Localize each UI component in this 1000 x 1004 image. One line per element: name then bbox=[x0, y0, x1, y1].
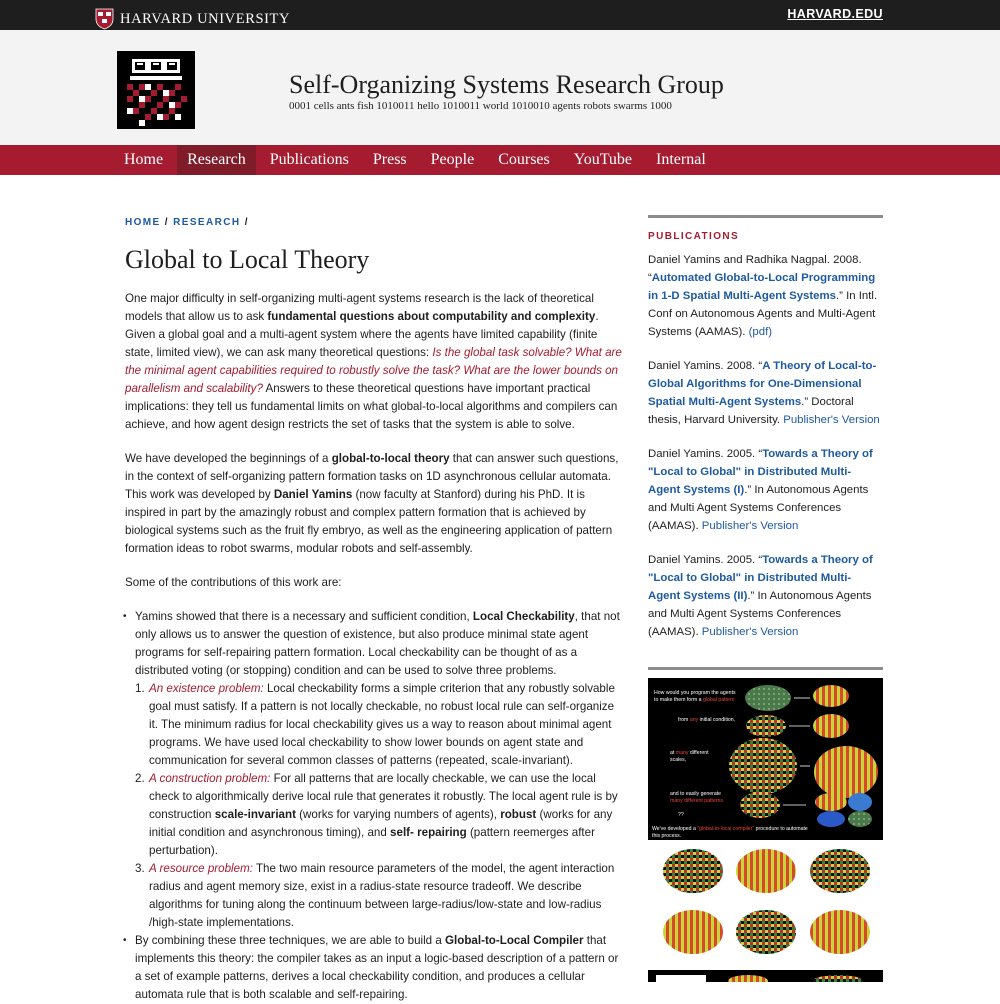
svg-text:many different patterns.: many different patterns. bbox=[670, 798, 725, 804]
university-bar bbox=[0, 0, 1000, 30]
contributions-intro: Some of the contributions of this work are: bbox=[125, 576, 342, 589]
initial-blob bbox=[740, 792, 780, 818]
nav-publications[interactable]: Publications bbox=[269, 151, 349, 168]
breadcrumb-home-link[interactable]: HOME bbox=[125, 217, 161, 228]
sub-list bbox=[135, 680, 623, 932]
publication-title-link[interactable]: A Theory of Local-to-Global Algorithms for One-Dimensional Spatial Multi-Agent Systems bbox=[648, 360, 877, 408]
publication-title-link[interactable]: Towards a Theory of "Local to Global" in Distributed Multi-Agent Systems (I) bbox=[648, 448, 873, 496]
svg-text:scales,: scales, bbox=[670, 757, 687, 763]
additional-figure bbox=[648, 970, 883, 982]
publication-item: Daniel Yamins. 2008. “A Theory of Local-to-Global Algorithms for One-Dimensional Spatial Multi-Agent Systems.” Doctoral thesis, Harvard University. Publisher's Version bbox=[648, 360, 880, 426]
svg-text:to make them form a global pat: to make them form a global pattern bbox=[654, 697, 735, 703]
publisher-version-link[interactable]: Publisher's Version bbox=[701, 520, 799, 532]
nav-internal[interactable]: Internal bbox=[656, 151, 706, 168]
nav-courses[interactable]: Courses bbox=[498, 151, 550, 168]
publication-title-link[interactable]: Towards a Theory of "Local to Global" in Distributed Multi-Agent Systems (II) bbox=[648, 554, 873, 602]
main-nav bbox=[0, 145, 1000, 175]
pattern-blob bbox=[815, 793, 847, 811]
publisher-version-link[interactable]: Publisher's Version bbox=[783, 414, 880, 426]
compiler-figure bbox=[648, 678, 883, 840]
harvard-shield-icon bbox=[95, 8, 114, 30]
svg-text:We've developed a “global-to-l: We've developed a “global-to-local compiler” procedure to automate bbox=[652, 826, 808, 832]
site-tagline: 0001 cells ants fish 1010011 hello 1010011 world 1010010 agents robots swarms 1000 bbox=[289, 100, 672, 112]
harvard-logo-link[interactable] bbox=[95, 8, 290, 30]
pattern-blob bbox=[814, 746, 878, 798]
initial-blob bbox=[745, 685, 791, 711]
harvard-edu-link[interactable]: HARVARD.EDU bbox=[787, 7, 883, 21]
site-header bbox=[0, 30, 1000, 145]
pattern-blob bbox=[848, 811, 872, 827]
pattern-blob bbox=[813, 685, 849, 707]
theory-paragraph: We have developed the beginnings of a global-to-local theory that can answer such questions, in the context of self-organizing pattern formation tasks on 1D asynchronous cellular automata. This work was developed by Daniel Yamins (now faculty at Stanford) during his PhD. It is inspired in part by the amazingly robust and complex pattern formation that is achieved by biological systems such as the fruit fly embryo, as well as the engineering application of pattern formation ideas to robot swarms, modular robots and self-assembly. bbox=[125, 452, 619, 555]
research-questions: Is the global task solvable? What are the minimal agent capabilities required to robustly solve the task? What are the lower bounds on parallelism and scalability? bbox=[125, 346, 622, 395]
initial-blob bbox=[729, 738, 797, 794]
breadcrumb-separator: / bbox=[164, 217, 169, 228]
list-item: • By combining these three techniques, we are able to build a Global-to-Local Compiler that implements this theory: the compiler takes as an input a logic-based description of a pattern or a set of example patterns, derives a local checkability condition, and produces a cellular automata rule that is both scalable and self-repairing. bbox=[125, 932, 623, 1004]
contributions-list bbox=[125, 608, 623, 1004]
pattern-blob bbox=[813, 714, 849, 738]
publication-item: Daniel Yamins. 2005. “Towards a Theory of "Local to Global" in Distributed Multi-Agent Systems (II).” In Autonomous Agents and Multi Agent Systems Conferences (AAMAS). Publisher's Version bbox=[648, 554, 873, 638]
sidebar-divider bbox=[648, 667, 883, 670]
breadcrumb-separator: / bbox=[244, 217, 249, 228]
lab-logo-icon[interactable] bbox=[117, 51, 195, 129]
svg-text:??: ?? bbox=[678, 812, 684, 818]
nav-home[interactable]: Home bbox=[124, 151, 164, 168]
nav-youtube[interactable]: YouTube bbox=[573, 151, 633, 168]
svg-text:and to easily generate: and to easily generate bbox=[670, 791, 722, 797]
list-item: 1. An existence problem: Local checkability forms a simple criterion that any robustly solvable goal must satisfy. If a pattern is not locally checkable, no robust local rule can self-organize it. The minimum radius for local checkability gives us a way to reason about minimal agent programs. We have used local checkability to show lower bounds on agent state and communication for several common classes of patterns (repeated, scale-invariant). bbox=[135, 682, 615, 767]
breadcrumb-research-link[interactable]: RESEARCH bbox=[173, 217, 241, 228]
list-item: 3. A resource problem: The two main resource parameters of the model, the agent interaction radius and agent memory size, exist in a radius-state resource tradeoff. We describe algorithms for tuning along the continuum between large-radius/low-state and low-radius /high-state implementations. bbox=[135, 862, 615, 929]
harvard-wordmark: HARVARD UNIVERSITY bbox=[120, 10, 291, 27]
svg-text:from any initial condition,: from any initial condition, bbox=[678, 717, 736, 723]
intro-paragraph: One major difficulty in self-organizing multi-agent systems research is the lack of theoretical models that allow us to ask fundamental questions about computability and complexity. Given a global goal and a multi-agent system where the agents have limited capability (finite state, limited view), we can ask many theoretical questions: Is the global task solvable? What are the minimal agent capabilities required to robustly solve the task? What are the lower bounds on parallelism and scalability? Answers to these theoretical questions have important practical implications: they tell us fundamental limits on what global-to-local algorithms and compilers can achieve, and how agent design restricts the set of tasks that the system is able to solve. bbox=[125, 292, 622, 431]
publisher-version-link[interactable]: Publisher's Version bbox=[701, 626, 799, 638]
page-title: Global to Local Theory bbox=[125, 245, 370, 274]
publications-heading: PUBLICATIONS bbox=[648, 231, 740, 242]
publication-item: Daniel Yamins and Radhika Nagpal. 2008. “Automated Global-to-Local Programming in 1-D Spatial Multi-Agent Systems.” In Intl. Conf on Autonomous Agents and Multi-Agent Systems (AAMAS). (pdf) bbox=[648, 254, 878, 338]
sidebar bbox=[648, 215, 883, 982]
nav-people[interactable]: People bbox=[430, 151, 475, 168]
nav-research[interactable]: Research bbox=[177, 145, 256, 175]
site-title[interactable]: Self-Organizing Systems Research Group bbox=[289, 70, 724, 99]
list-item: • Yamins showed that there is a necessary and sufficient condition, Local Checkability, that not only allows us to answer the question of existence, but also produce minimal state agent programs for self-repairing pattern formation. Local checkability can be thought of as a distributed voting (or stopping) condition and can be used to solve three problems. 1. An existence problem: Local checkability forms a simple criterion that any robustly solvable goal must satisfy. If a pattern is not locally checkable, no robust local rule can self-organize it. The minimum radius for local checkability gives us a way to reason about minimal agent programs. We have used local checkability to show lower bounds on agent state and communication for several common classes of patterns (repeated, scale-invariant). 2. A construction problem: For all patterns that are locally checkable, we can use the local check to algorithmically derive local rule that generates it robustly. The local agent rule is by construction scale-invariant (works for varying numbers of agents), robust (works for any initial condition and asynchronous timing), and self- repairing (pattern reemerges after perturbation). 3. A resource problem: The two main resource parameters of the model, the agent interaction radius and agent memory size, exist in a radius-state resource tradeoff. We describe algorithms for tuning along the continuum between large-radius/low-state and low-radius /high-state implementations. bbox=[125, 608, 623, 932]
pattern-blob bbox=[817, 811, 845, 827]
publication-item: Daniel Yamins. 2005. “Towards a Theory of "Local to Global" in Distributed Multi-Agent Systems (I).” In Autonomous Agents and Multi Agent Systems Conferences (AAMAS). Publisher's Version bbox=[648, 448, 873, 532]
breadcrumb bbox=[125, 217, 623, 228]
initial-blob bbox=[746, 715, 786, 737]
nav-press[interactable]: Press bbox=[372, 151, 407, 168]
pattern-grid-figure bbox=[648, 846, 883, 964]
svg-text:this process.: this process. bbox=[652, 833, 682, 839]
pdf-link[interactable]: (pdf) bbox=[748, 326, 773, 338]
svg-text:at many different: at many different bbox=[670, 750, 709, 756]
list-item: 2. A construction problem: For all patterns that are locally checkable, we can use the local check to algorithmically derive local rule that generates it robustly. The local agent rule is by construction scale-invariant (works for varying numbers of agents), robust (works for any initial condition and asynchronous timing), and self- repairing (pattern reemerges after perturbation). bbox=[135, 772, 618, 857]
publication-title-link[interactable]: Automated Global-to-Local Programming in 1-D Spatial Multi-Agent Systems bbox=[648, 272, 876, 302]
sidebar-divider bbox=[648, 215, 883, 218]
pattern-blob bbox=[848, 793, 872, 811]
main-content bbox=[125, 217, 623, 1004]
figure-question: How would you program the agents bbox=[654, 690, 736, 696]
